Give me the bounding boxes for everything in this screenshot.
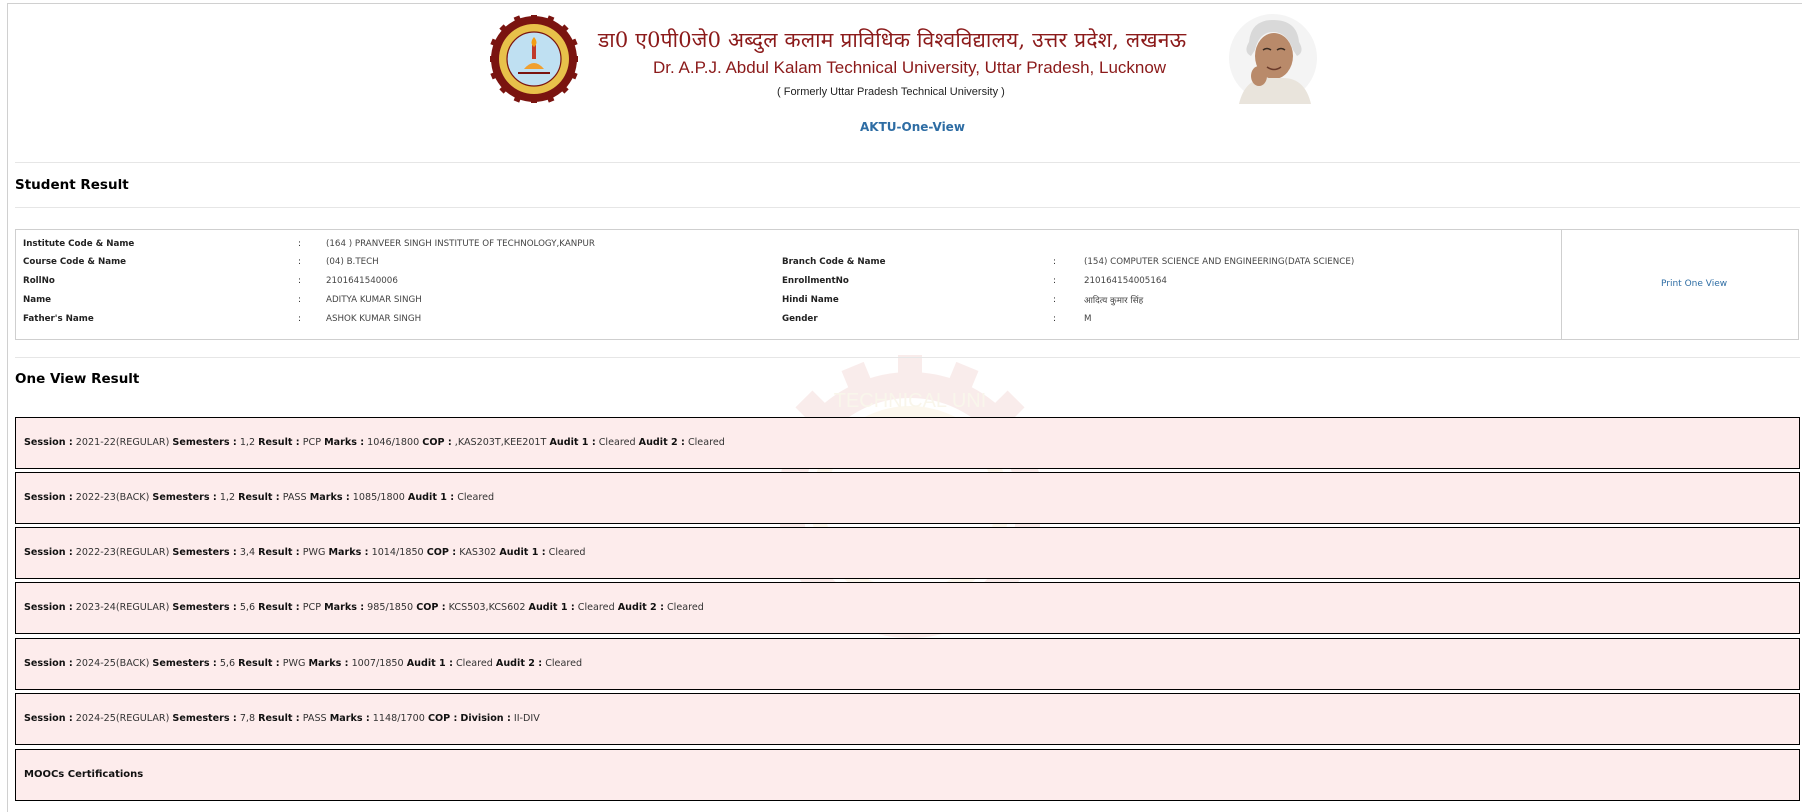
father-name-value: ASHOK KUMAR SINGH bbox=[326, 314, 422, 324]
info-divider bbox=[15, 357, 1800, 358]
hindi-name-value: आदित्य कुमार सिंह bbox=[1084, 296, 1144, 306]
father-name-label: Father's Name bbox=[23, 314, 94, 324]
result-row-text: Session : 2022-23(REGULAR) Semesters : 3,4 Result : PWG Marks : 1014/1850 COP : KAS302 Audit 1 : Cleared bbox=[24, 547, 586, 558]
result-row-text: Session : 2024-25(BACK) Semesters : 5,6 Result : PWG Marks : 1007/1850 Audit 1 : Cleared Audit 2 : Cleared bbox=[24, 658, 583, 669]
moocs-certifications-row[interactable] bbox=[15, 749, 1800, 801]
rollno-value: 2101641540006 bbox=[326, 276, 398, 286]
name-value: ADITYA KUMAR SINGH bbox=[326, 295, 422, 305]
result-row-session-2023-24-regular[interactable] bbox=[15, 582, 1800, 634]
rollno-label: RollNo bbox=[23, 276, 55, 286]
branch-value: (154) COMPUTER SCIENCE AND ENGINEERING(DATA SCIENCE) bbox=[1084, 257, 1355, 267]
name-label: Name bbox=[23, 295, 52, 305]
student-result-title: Student Result bbox=[15, 177, 129, 193]
separator: : bbox=[298, 239, 301, 249]
gender-value: M bbox=[1084, 314, 1092, 324]
separator: : bbox=[298, 257, 301, 267]
university-subtitle: ( Formerly Uttar Pradesh Technical University ) bbox=[777, 86, 1005, 98]
info-column-divider bbox=[1561, 230, 1562, 339]
institute-label: Institute Code & Name bbox=[23, 239, 135, 249]
watermark-text: TECHNICAL UNI bbox=[833, 390, 987, 412]
result-row-text: Session : 2021-22(REGULAR) Semesters : 1,2 Result : PCP Marks : 1046/1800 COP : ,KAS203T,KEE201T Audit 1 : Cleared Audit 2 : Cleared bbox=[24, 437, 725, 448]
header-divider bbox=[15, 162, 1800, 163]
portrait-image bbox=[1227, 12, 1319, 104]
course-value: (04) B.TECH bbox=[326, 257, 379, 267]
aktu-one-view-link[interactable]: AKTU-One-View bbox=[860, 120, 965, 134]
university-logo bbox=[490, 15, 578, 103]
university-title-english: Dr. A.P.J. Abdul Kalam Technical University, Uttar Pradesh, Lucknow bbox=[653, 58, 1167, 77]
separator: : bbox=[1053, 295, 1056, 305]
enrollment-value: 210164154005164 bbox=[1084, 276, 1167, 286]
gender-label: Gender bbox=[782, 314, 818, 324]
moocs-certifications-label: MOOCs Certifications bbox=[24, 769, 144, 780]
print-one-view-link[interactable]: Print One View bbox=[1661, 279, 1728, 289]
result-row-session-2022-23-back[interactable] bbox=[15, 472, 1800, 524]
student-info-table bbox=[15, 229, 1799, 340]
institute-value: (164 ) PRANVEER SINGH INSTITUTE OF TECHNOLOGY,KANPUR bbox=[326, 239, 595, 249]
separator: : bbox=[298, 295, 301, 305]
separator: : bbox=[298, 276, 301, 286]
one-view-result-title: One View Result bbox=[15, 371, 140, 387]
result-row-text: Session : 2022-23(BACK) Semesters : 1,2 Result : PASS Marks : 1085/1800 Audit 1 : Cleared bbox=[24, 492, 495, 503]
separator: : bbox=[1053, 257, 1056, 267]
result-row-text: Session : 2024-25(REGULAR) Semesters : 7,8 Result : PASS Marks : 1148/1700 COP : Division : II-DIV bbox=[24, 713, 540, 724]
separator: : bbox=[298, 314, 301, 324]
enrollment-label: EnrollmentNo bbox=[782, 276, 849, 286]
result-row-session-2022-23-regular[interactable] bbox=[15, 527, 1800, 579]
course-label: Course Code & Name bbox=[23, 257, 127, 267]
university-header bbox=[0, 0, 1802, 150]
university-title-hindi: डा0 ए0पी0जे0 अब्दुल कलाम प्राविधिक विश्वविद्यालय, उत्तर प्रदेश, लखनऊ bbox=[598, 28, 1187, 52]
result-row-session-2024-25-back[interactable] bbox=[15, 638, 1800, 690]
separator: : bbox=[1053, 276, 1056, 286]
branch-label: Branch Code & Name bbox=[782, 257, 886, 267]
result-row-text: Session : 2023-24(REGULAR) Semesters : 5,6 Result : PCP Marks : 985/1850 COP : KCS503,KCS602 Audit 1 : Cleared Audit 2 : Cleared bbox=[24, 602, 704, 613]
student-result-divider bbox=[15, 207, 1800, 208]
result-row-session-2024-25-regular[interactable] bbox=[15, 693, 1800, 745]
hindi-name-label: Hindi Name bbox=[782, 295, 839, 305]
result-row-session-2021-22-regular[interactable] bbox=[15, 417, 1800, 469]
separator: : bbox=[1053, 314, 1056, 324]
